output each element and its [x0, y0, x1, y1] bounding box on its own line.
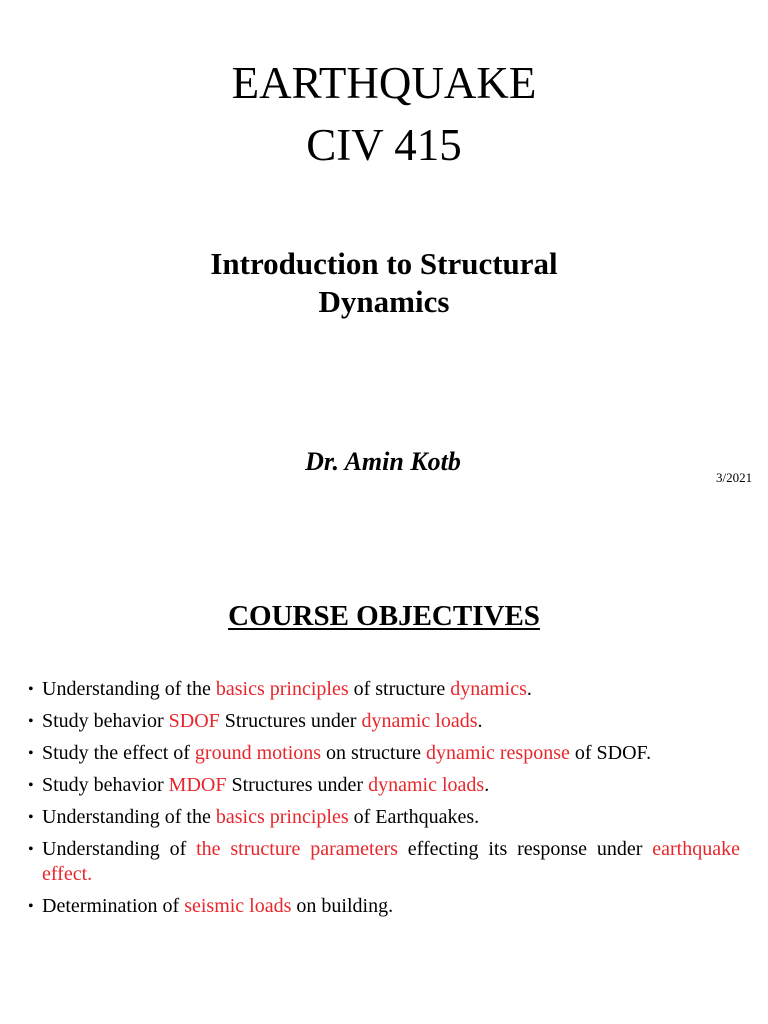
objective-text: of structure — [348, 678, 451, 700]
date: 3/2021 — [716, 470, 753, 485]
objective-text: Structures under — [219, 710, 362, 732]
highlighted-text: seismic loads — [184, 895, 292, 917]
subtitle-line-1: Introduction to Structural — [210, 246, 558, 281]
objectives-list — [28, 677, 740, 926]
objective-text: of Earthquakes. — [348, 806, 480, 828]
objective-text: Study behavior — [42, 710, 169, 732]
objective-text: . — [477, 710, 483, 732]
objective-item — [28, 773, 740, 798]
objective-text: of SDOF. — [569, 742, 652, 764]
subtitle-line-2: Dynamics — [318, 284, 450, 319]
highlighted-text: dynamic loads — [361, 710, 478, 732]
highlighted-text: the structure parameters — [196, 838, 398, 860]
highlighted-text: dynamic loads — [368, 774, 485, 796]
objective-item — [28, 709, 740, 734]
highlighted-text: dynamics — [450, 678, 527, 700]
objective-item — [28, 677, 740, 702]
objectives-heading: COURSE OBJECTIVES — [228, 600, 540, 632]
objective-text: on structure — [321, 742, 427, 764]
highlighted-text: dynamic response — [426, 742, 570, 764]
objective-text: . — [484, 774, 490, 796]
author-name: Dr. Amin Kotb — [305, 447, 461, 476]
objective-item — [28, 894, 740, 919]
highlighted-text: earthquake effect. — [42, 838, 740, 885]
course-code: CIV 415 — [306, 120, 462, 170]
objective-text: Understanding of the — [42, 806, 216, 828]
objective-text: Understanding of — [42, 838, 197, 860]
subtitle — [0, 245, 768, 321]
objective-text: Study the effect of — [42, 742, 195, 764]
objective-text: Structures under — [226, 774, 369, 796]
highlighted-text: ground motions — [194, 742, 322, 764]
objective-text: Determination of — [42, 895, 185, 917]
objective-item — [28, 805, 740, 830]
objective-text: on building. — [291, 895, 394, 917]
objective-text: Understanding of the — [42, 678, 216, 700]
objective-text: . — [526, 678, 532, 700]
document-title: EARTHQUAKE — [231, 58, 537, 108]
objective-item — [28, 837, 740, 887]
highlighted-text: MDOF — [168, 774, 227, 796]
highlighted-text: basics principles — [215, 806, 349, 828]
highlighted-text: SDOF — [168, 710, 220, 732]
objective-text: effecting its response under — [397, 838, 653, 860]
objective-text: Study behavior — [42, 774, 169, 796]
objective-item — [28, 741, 740, 766]
highlighted-text: basics principles — [215, 678, 349, 700]
